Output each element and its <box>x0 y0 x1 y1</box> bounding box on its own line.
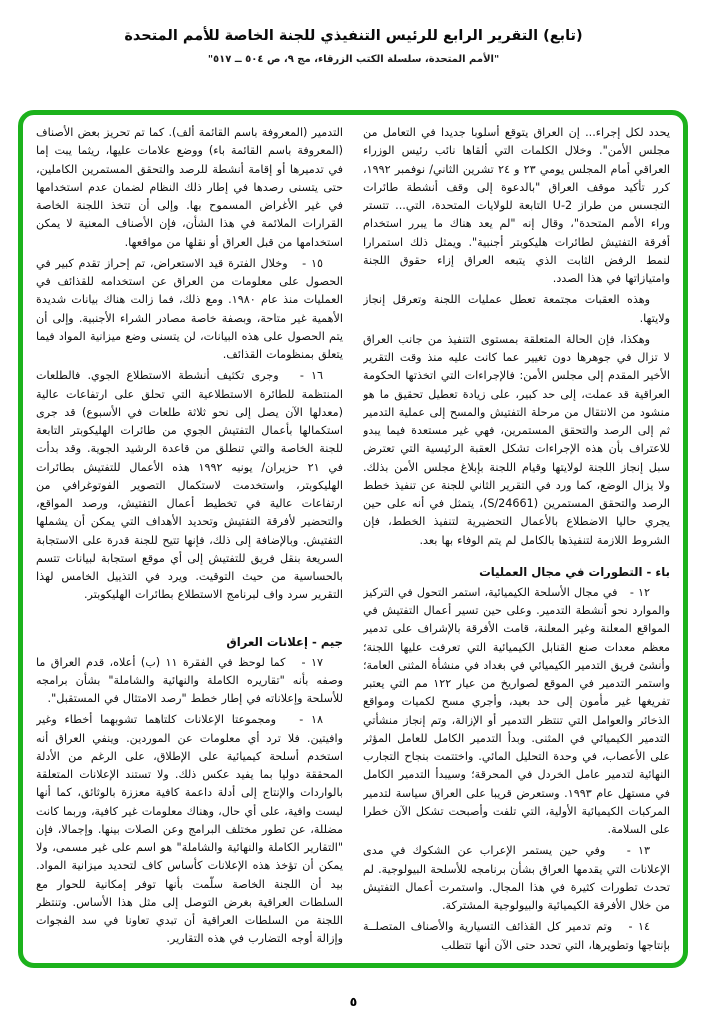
paragraph-14: ١٤ - وتم تدمير كل القذائف التسيارية والأصناف المتصلــة بإنتاجها وتطويرها، التي تحدد حتى الآن أنها تتطلب <box>363 920 670 952</box>
column-left <box>36 124 343 955</box>
source-citation: "الأمم المتحدة، سلسلة الكتب الزرقاء، مج ٩، ص ٥٠٤ ــ ٥١٧" <box>207 54 500 65</box>
green-border-box <box>18 110 688 968</box>
paragraph-12: ١٢ - في مجال الأسلحة الكيميائية، استمر التحول في التركيز والموارد نحو أنشطة التدمير. وعلى حين تسير أعمال التفتيش في المواقع المعلنة وغير المعلنة، قامت الأفرقة بالإشراف على تدمير معظم معدات صنع القنابل الكيميائية التي تعرفت عليها اللجنة؛ وأنشئ فريق التدمير الكيميائي في بغداد في منشأة المثنى العامة؛ واستمر التدمير في الموقع لصواريخ من عيار ١٢٢ مم التي يعتبر تفريغها غير مأمون إلى حد بعيد، وأجري مسح لكميات ومواقع الذخائر والعوامل التي تنتظر التدمير أو الإزالة، وتم إنجاز منشأتي التدمير الكيميائي في المثنى. وبدأ التدمير الكامل للعامل المؤثر على الأعصاب، في وحدة التحليل المائي. واختتمت بنجاح التجارب النهائية لتدمير عامل الخردل في المحرقة؛ وسيبدأ التدمير الكامل في مستهل عام ١٩٩٣. وستعرض قريبا على العراق سياسة لتدمير المركبات الكيميائية الأولية، التي تلفت وأصبحت تشكل الآن خطرا على السلامة. <box>363 585 670 836</box>
paragraph: وهكذا، فإن الحالة المتعلقة بمستوى التنفيذ من جانب العراق لا تزال في جوهرها دون تغيير عما كانت عليه منذ وقت التقرير الأخير المقدم إلى مجلس الأمن: فالإجراءات التي اتخذتها الحكومة العراقية قد عملت، إلى حد كبير، على زيادة تعطيل تحقيق ما هو منشود من الانتقال من مرحلة التفتيش والمسح إلى عملية التدمير ثم إلى الرصد والتحقق المستمرين، فهي غير مستعدة فيما يبدو للاعتراف بأن هذه الإجراءات تشكل العقبة الرئيسية التي تعترض سبل إنجاز اللجنة لولايتها وقيام اللجنة بإبلاغ مجلس الأمن بذلك. ولا يزال الوضع، كما ورد في التقرير الثاني للجنة عن تنفيذ خطط الرصد والتحقق المستمرين (S/24661)، يتمثل في أنه على حين يجري حاليا الاضطلاع بالأعمال التحضيرية لتنفيذ الخطط، فإن الشروط اللازمة لتنفيذها بالكامل لم يتم الوفاء بها بعد. <box>363 332 670 547</box>
page-number: ٥ <box>349 994 358 1009</box>
document-header <box>0 28 707 65</box>
paragraph-continuation: التدمير (المعروفة باسم القائمة ألف). كما تم تحريز بعض الأصناف (المعروفة باسم القائمة باء) ووضع علامات عليها، ريثما يبت إما في تدميرها أو إقامة أنشطة للرصد والتحقق المستمرين الكاملين، حتى يتسنى رصدها في إطار ذلك النظام لضمان عدم استخدامها في غير الأغراض المسموح بها. وإلى أن تتخذ اللجنة الخاصة القرارات الملائمة في هذا الشأن، فإن الأصناف المعنية لا يمكن استخدامها من قبل العراق أو نقلها من مواقعها. <box>36 126 343 249</box>
paragraph: وهذه العقبات مجتمعة تعطل عمليات اللجنة وتعرقل إنجاز ولايتها. <box>363 293 670 325</box>
paragraph-continuation: يحدد لكل إجراء... إن العراق يتوقع أسلوبا جديدا في التعامل من مجلس الأمن". وخلال الكلمات التي ألقاها نائب رئيس الوزراء العراقي أمام المجلس يومي ٢٣ و ٢٤ تشرين الثاني/ نوفمبر ١٩٩٢، كرر تأكيد موقف العراق "بالدعوة إلى وقف أنشطة طائرات التجسس من طراز U-2 التابعة للولايات المتحدة، التي... تتستر وراء الأمم المتحدة"، وقال إنه "لم يعد هناك ما يبرر استخدام أفرقة التفتيش لطائرات هليكوبتر أجنبية". ويمثل ذلك استمرارا لنمط الرفض الثابت الذي يتبعه العراق إزاء حقوق اللجنة وامتيازاتها في هذا الصدد. <box>363 126 670 285</box>
paragraph-15: ١٥ - وخلال الفترة قيد الاستعراض، تم إحراز تقدم كبير في الحصول على معلومات من العراق عن استخدامه للقذائف في العمليات منذ عام ١٩٨٠. ومع ذلك، فما زالت هناك بيانات شديدة الأهمية غير متاحة، وبصفة خاصة مصادر الشراء الأجنبية. وإلى أن يتم الحصول على هذه البيانات، لن يتسنى وضع ميزانية المواد فيما يتعلق بمنظومات القذائف. <box>36 256 343 361</box>
section-heading-b: باء - التطورات في مجال العمليات <box>479 564 670 579</box>
two-column-layout <box>36 124 670 955</box>
paragraph-18: ١٨ - ومجموعتا الإعلانات كلتاهما تشوبهما أخطاء وغير وافيتين. فلا ترد أي معلومات عن الموردين. وينفي العراق أنه استخدم أسلحة كيميائية على الإطلاق، على الرغم من الأدلة المحققة دوليا بما يفيد عكس ذلك. ولا تستند الإعلانات المتعلقة بالواردات والإنتاج إلى أدلة داعمة كافية معززة بالوثائق، كما أنها ليست وافية، على أي حال، وهناك معلومات غير كافية، وربما كانت مضللة، عن تطور مختلف البرامج وعن الصلات بينها. وإجمالا، فإن "التقارير الكاملة والنهائية والشاملة" هو اسم على غير مسمى، ولا يمكن أن تؤخذ هذه الإعلانات كأساس كاف لتحديد ميزانية المواد. بيد أن اللجنة الخاصة سلّمت بأنها توفر إمكانية للحوار مع السلطات العراقية بغرض التوصل إلى مثل هذا الأساس. وتنتظر اللجنة من السلطات العراقية أن تبدي تعاونا في سد الفجوات وإزالة أوجه التضارب في هذه التقارير. <box>36 713 343 946</box>
paragraph-16: ١٦ - وجرى تكثيف أنشطة الاستطلاع الجوي. فالطلعات المنتظمة للطائرة الاستطلاعية التي تحلق على ارتفاعات عالية (معدلها الآن يصل إلى نحو ثلاثة طلعات في الأسبوع) قد جرى استكمالها بأعمال التفتيش الجوي من طائرات الهليكوبتر التابعة للجنة الخاصة والتي تنطلق من قاعدة الرشيد الجوية. وقد بدأت في ٢١ حزيران/ يونيه ١٩٩٢ هذه الأعمال للتفتيش بطائرات الهليكوبتر، واستخدمت لاستكمال التصوير الفوتوغرافي من ارتفاعات عالية في تخطيط أعمال التفتيش، ورصد المواقع، والتحضير لأفرقة التفتيش وتحديد الأهداف التي يمكن أن يشملها التفتيش. وبالإضافة إلى ذلك، فإنها تتيح للجنة قدرة على الاستجابة السريعة بنقل فريق للتفتيش إلى أي موقع استجابة لبيانات تتسم بالحساسية من حيث التوقيت. ويرد في التذييل الخامس لهذا التقرير سرد واف لبرنامج الاستطلاع بطائرات الهليكوبتر. <box>36 369 343 602</box>
column-right <box>363 124 670 955</box>
section-heading-c: جيم - إعلانات العراق <box>226 634 343 649</box>
paragraph-17: ١٧ - كما لوحظ في الفقرة ١١ (ب) أعلاه، قدم العراق ما وصفه بأنه "تقاريره الكاملة والنهائية والشاملة" بشأن برامجه للأسلحة وإعلاناته في إطار خطط "رصد الامتثال في المستقبل". <box>36 655 343 705</box>
paragraph-13: ١٣ - وفي حين يستمر الإعراب عن الشكوك في مدى الإعلانات التي يقدمها العراق بشأن برنامجه للأسلحة البيولوجية. لم تحدث تطورات كثيرة في هذا المجال. واستمرت أعمال التفتيش من خلال الأفرقة الكيميائية والبيولوجية المشتركة. <box>363 844 670 912</box>
page-title: (تابع) التقرير الرابع للرئيس التنفيذي للجنة الخاصة للأمم المتحدة <box>124 28 583 44</box>
